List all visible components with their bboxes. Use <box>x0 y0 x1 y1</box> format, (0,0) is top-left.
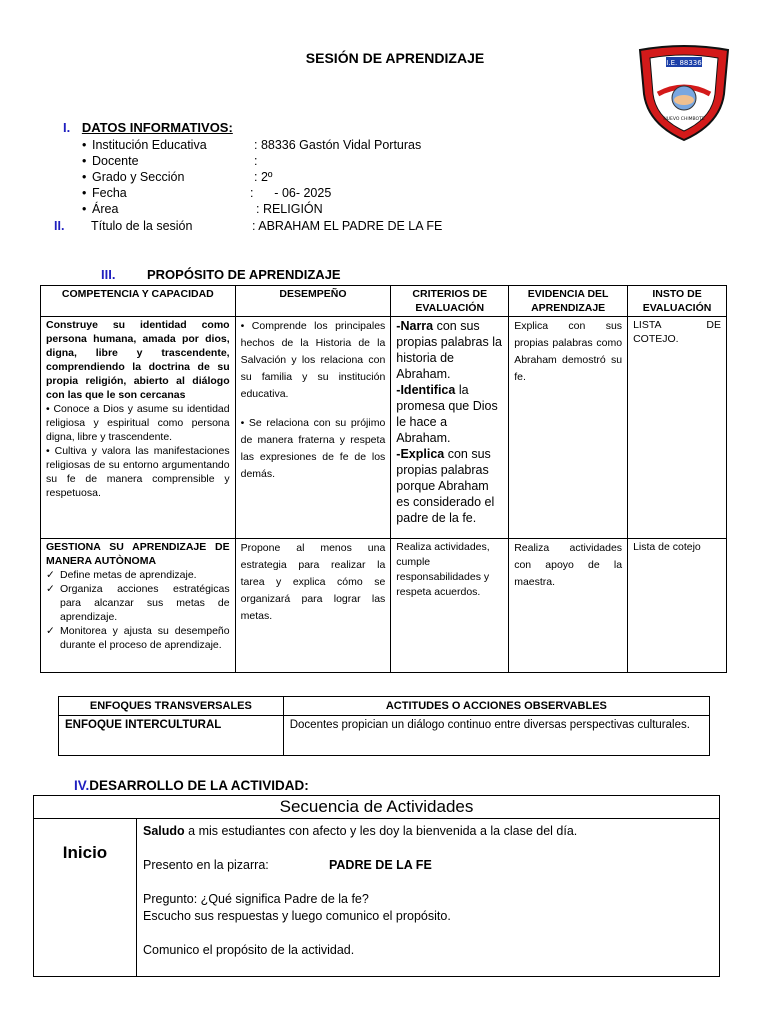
svg-text:I.E. 88336: I.E. 88336 <box>666 59 702 67</box>
section-number: I. <box>63 120 71 135</box>
school-crest-logo <box>636 44 732 142</box>
checkmark-icon: ✓ <box>46 583 55 595</box>
desempeno-cell: • Comprende los principales hechos de la Historia de la Salvación y los relaciona con su familia y su institución educativa. • Se relaciona con su prójimo de manera fraterna y respeta las expresiones de fe de los demás. <box>235 317 391 539</box>
page-title: SESIÓN DE APRENDIZAJE <box>305 50 485 66</box>
evidencia-cell: Realiza actividades con apoyo de la maestra. <box>509 539 628 673</box>
competencia-cell: GESTIONA SU APRENDIZAJE DE MANERA AUTÒNOMA ✓ Define metas de aprendizaje. ✓ Organiza acciones estratégicas para alcanzar sus metas de aprendizaje. ✓ Monitorea y ajusta su desempeño durante el proceso de aprendizaje. <box>41 539 236 673</box>
info-row: • Grado y Sección : 2º <box>82 170 273 184</box>
column-header: DESEMPEÑO <box>235 286 391 317</box>
criterios-cell: -Narra con sus propias palabras la historia de Abraham. -Identifica la promesa que Dios le hace a Abraham. -Explica con sus propias palabras porque Abraham es considerado el padre de la fe. <box>391 317 509 539</box>
section-label: DATOS INFORMATIVOS: <box>81 120 233 135</box>
column-header: ACTITUDES O ACCIONES OBSERVABLES <box>283 697 709 716</box>
secuencia-title: Secuencia de Actividades <box>34 796 719 819</box>
secuencia-box <box>33 795 720 977</box>
desempeno-cell: Propone al menos una estrategia para realizar la tarea y explica cómo se organizará para lograr las metas. <box>235 539 391 673</box>
column-header: EVIDENCIA DEL APRENDIZAJE <box>509 286 628 317</box>
instrumento-cell: LISTA DE COTEJO. <box>628 317 727 539</box>
checkmark-icon: ✓ <box>46 625 55 637</box>
info-list <box>82 137 421 217</box>
info-row: • Docente : <box>82 154 258 168</box>
info-row: • Institución Educativa : 88336 Gastón Vidal Porturas <box>82 138 422 152</box>
table-header-row <box>41 286 727 317</box>
section-4-heading: IV.DESARROLLO DE LA ACTIVIDAD: <box>74 778 309 793</box>
proposito-table <box>40 285 727 673</box>
instrumento-cell: Lista de cotejo <box>628 539 727 673</box>
table-row: ENFOQUE INTERCULTURAL Docentes propician un diálogo continuo entre diversas perspectivas culturales. <box>59 716 710 756</box>
criterios-cell: Realiza actividades, cumple responsabilidades y respeta acuerdos. <box>391 539 509 673</box>
phase-content: Saludo a mis estudiantes con afecto y les doy la bienvenida a la clase del día. Presento en la pizarra: PADRE DE LA FE Pregunto: ¿Qué significa Padre de la fe? Escucho sus respuestas y luego comunico el propósito. Comunico el propósito de la actividad. <box>143 824 578 957</box>
table-header-row <box>59 697 710 716</box>
enfoques-table <box>58 696 710 756</box>
table-row <box>41 317 727 539</box>
column-header: COMPETENCIA Y CAPACIDAD <box>41 286 236 317</box>
column-header: INSTO DE EVALUACIÓN <box>628 286 727 317</box>
column-header: CRITERIOS DE EVALUACIÓN <box>391 286 509 317</box>
info-row: • Fecha : - 06- 2025 <box>82 186 332 200</box>
session-title-row: II. Título de la sesión : ABRAHAM EL PADRE DE LA FE <box>54 219 443 233</box>
checkmark-icon: ✓ <box>46 569 55 581</box>
evidencia-cell: Explica con sus propias palabras como Abraham demostró su fe. <box>509 317 628 539</box>
svg-text:NUEVO CHIMBOTE: NUEVO CHIMBOTE <box>663 117 705 122</box>
table-row <box>41 539 727 673</box>
info-row: • Área : RELIGIÓN <box>82 202 323 216</box>
section-number: II. <box>54 219 65 233</box>
column-header: ENFOQUES TRANSVERSALES <box>59 697 284 716</box>
session-title: : ABRAHAM EL PADRE DE LA FE <box>252 219 443 233</box>
competencia-cell: Construye su identidad como persona humana, amada por dios, digna, libre y trascendente, comprendiendo la doctrina de su propia religión, abierto al diálogo con las que le son cercanas • Conoce a Dios y asume su identidad religiosa y espiritual como persona digna, libre y trascendente. • Cultiva y valora las manifestaciones religiosas de su entorno argumentando su fe de manera comprensible y respetuosa. <box>41 317 236 539</box>
section-3-heading: III. PROPÓSITO DE APRENDIZAJE <box>101 267 341 282</box>
phase-label: Inicio <box>34 819 137 976</box>
section-1-heading <box>63 120 233 135</box>
